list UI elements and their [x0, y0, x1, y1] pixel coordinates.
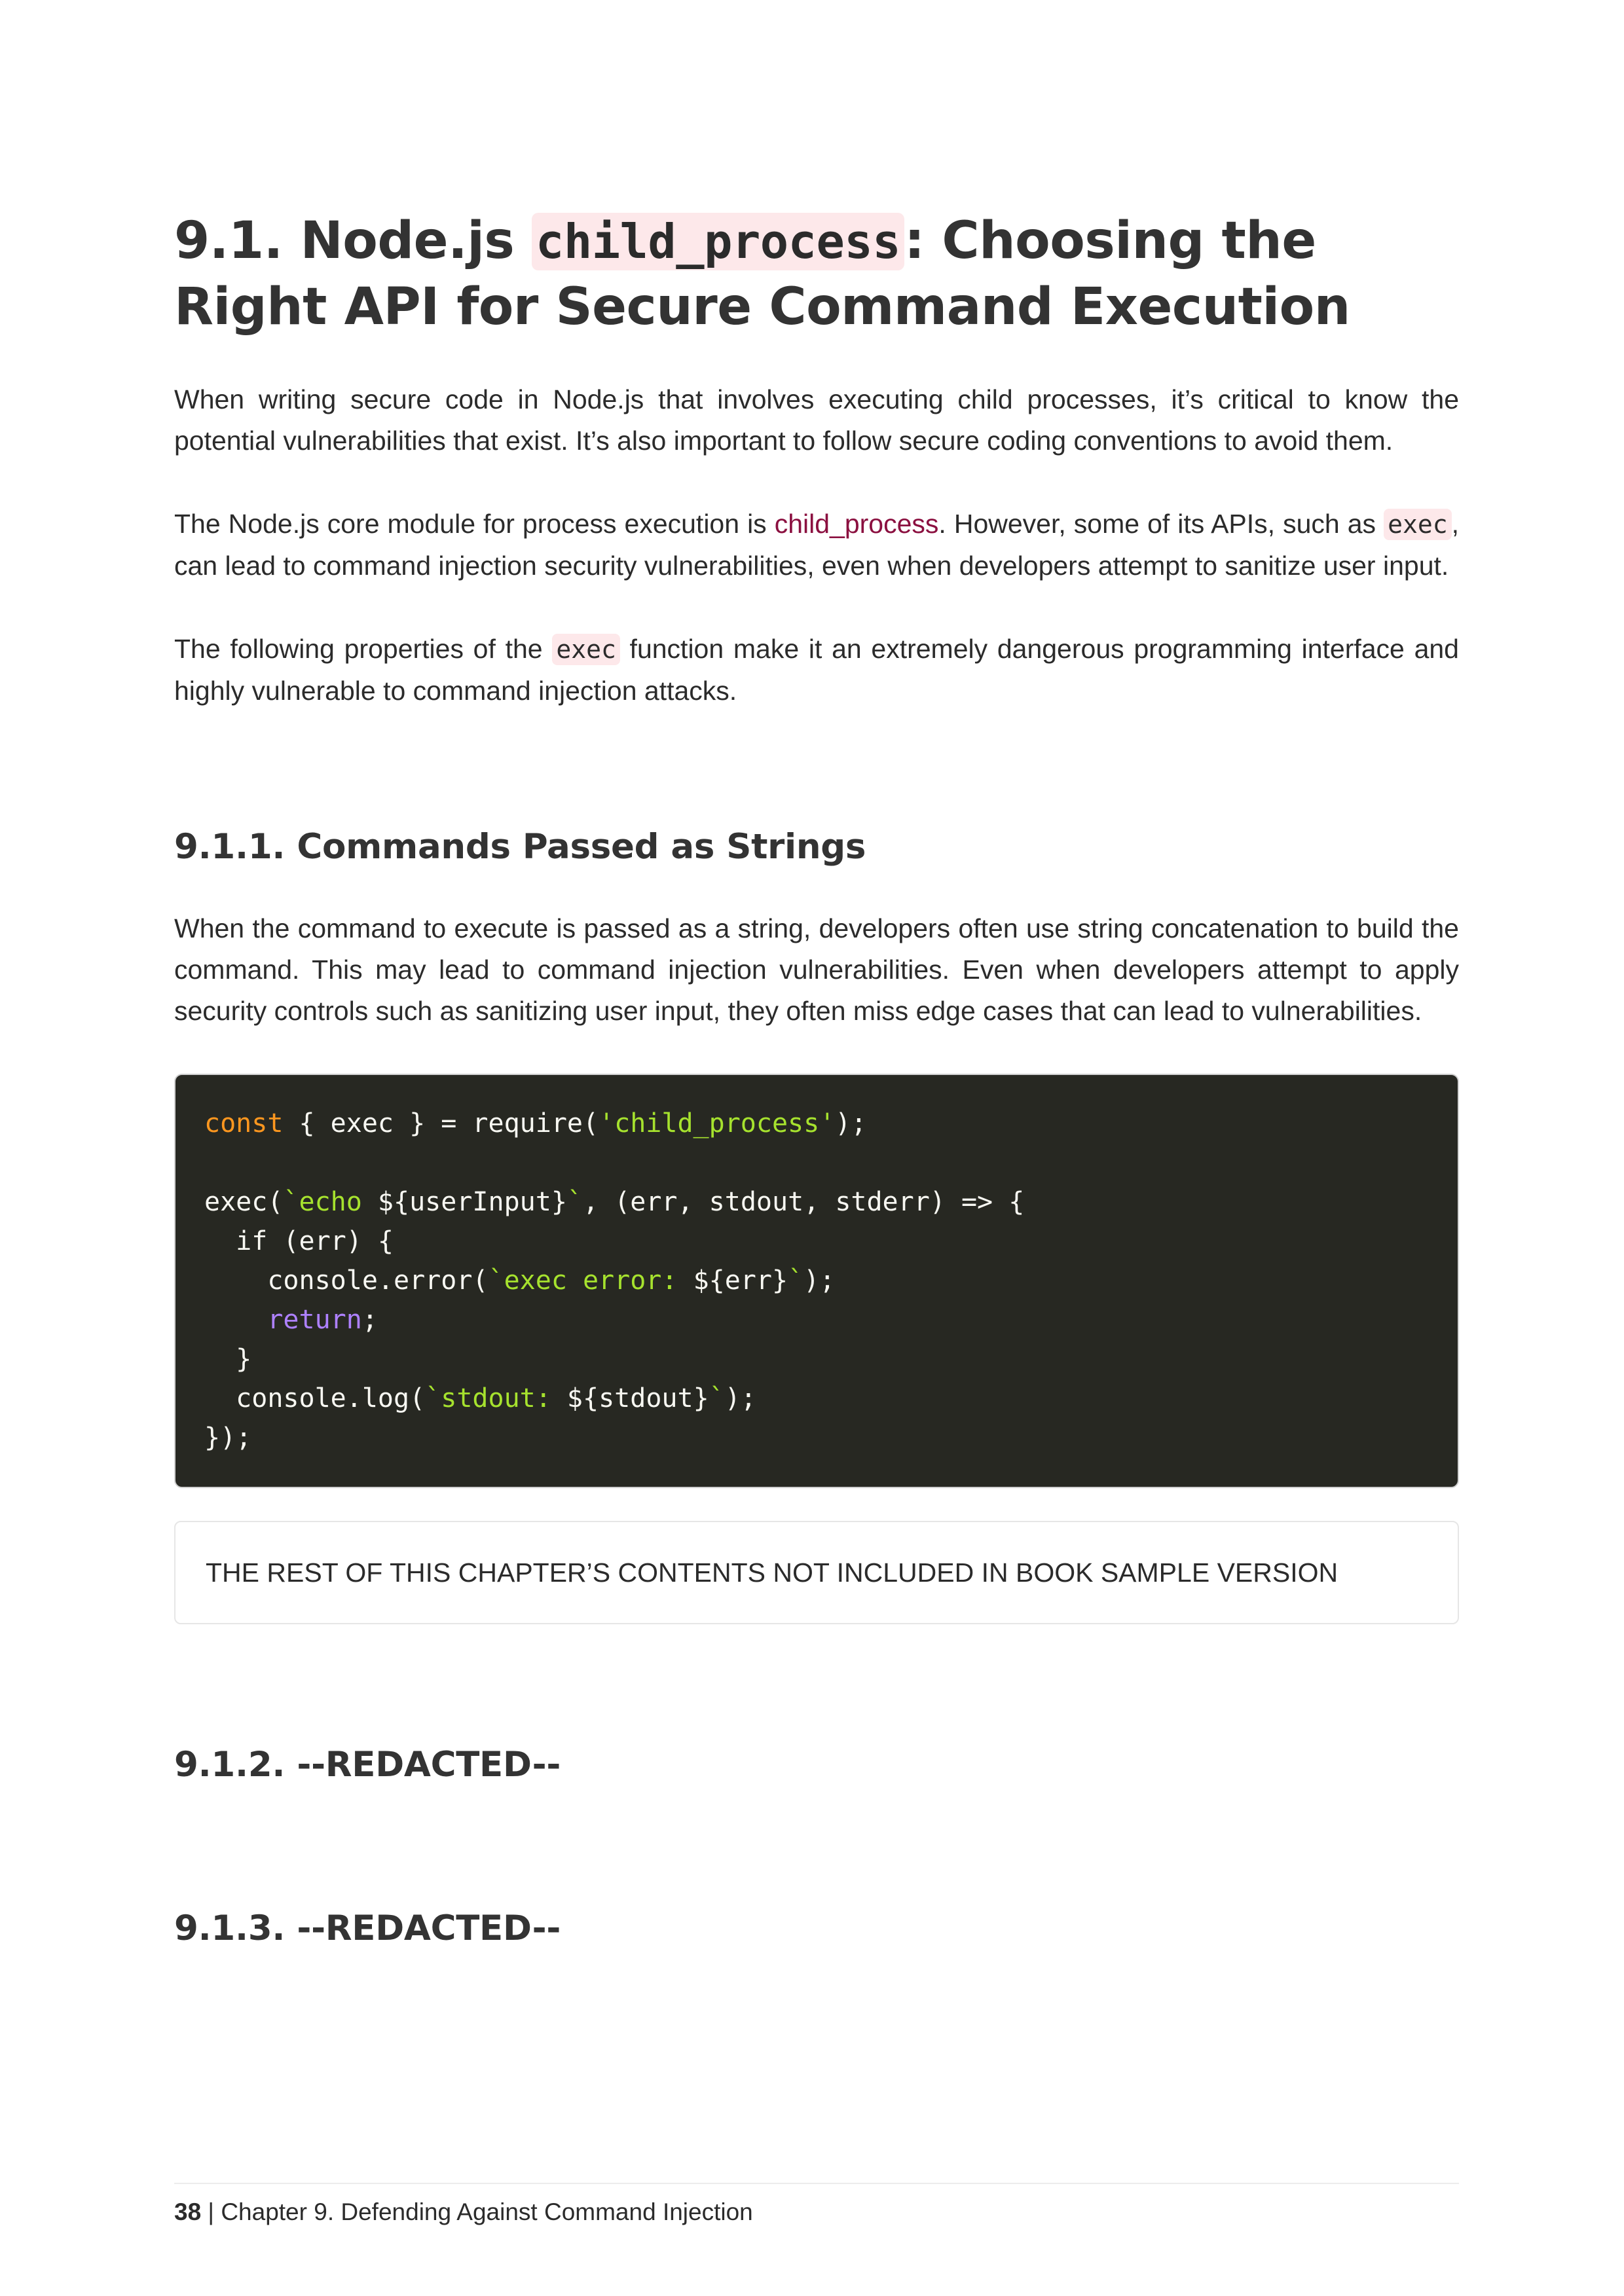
child-process-link[interactable]: child_process: [774, 509, 939, 539]
page-footer: [174, 2183, 1459, 2226]
section-heading-9-1-2: 9.1.2. --REDACTED--: [174, 1745, 561, 1785]
footer-separator: |: [201, 2198, 221, 2225]
sample-notice-box: [174, 1521, 1459, 1624]
section-heading-9-1-3: 9.1.3. --REDACTED--: [174, 1908, 561, 1948]
section-paragraph: When the command to execute is passed as a string, developers often use string concatenation to build the command. This may lead to command injection vulnerabilities. Even when developers attempt to apply security controls such as sanitizing user input, they often miss edge cases that can lead to vulnerabilities.: [174, 913, 1459, 1026]
title-code-inline: child_process: [532, 213, 904, 270]
page-title: 9.1. Node.js child_process: Choosing the Right API for Secure Command Execution: [174, 211, 1350, 337]
page-content: [174, 208, 1459, 1952]
properties-paragraph: The following properties of the exec function make it an extremely dangerous programming interface and highly vulnerable to command injection attacks.: [174, 634, 1459, 706]
intro-paragraph: When writing secure code in Node.js that involves executing child processes, it’s critical to know the potential vulnerabilities that exist. It’s also important to follow secure coding conventions to avoid them.: [174, 384, 1459, 456]
sample-notice-text: THE REST OF THIS CHAPTER’S CONTENTS NOT INCLUDED IN BOOK SAMPLE VERSION: [206, 1557, 1338, 1588]
code-block: [174, 1074, 1459, 1488]
footer-chapter: Chapter 9. Defending Against Command Injection: [221, 2198, 753, 2225]
code-listing: const { exec } = require('child_process'); exec(`echo ${userInput}`, (err, stdout, stderr) => { if (err) { console.error(`exec error: ${err}`); return; } console.log(`stdout: ${stdout}`); });: [204, 1108, 1025, 1453]
section-heading-9-1-1: 9.1.1. Commands Passed as Strings: [174, 827, 866, 867]
exec-code-inline: exec: [552, 634, 620, 665]
exec-code-inline: exec: [1384, 509, 1452, 540]
module-paragraph: The Node.js core module for process execution is child_process. However, some of its APIs, such as exec , can lead to command injection security vulnerabilities, even when developers attempt to sanitize user input.: [174, 509, 1459, 581]
page-number: 38: [174, 2198, 202, 2225]
